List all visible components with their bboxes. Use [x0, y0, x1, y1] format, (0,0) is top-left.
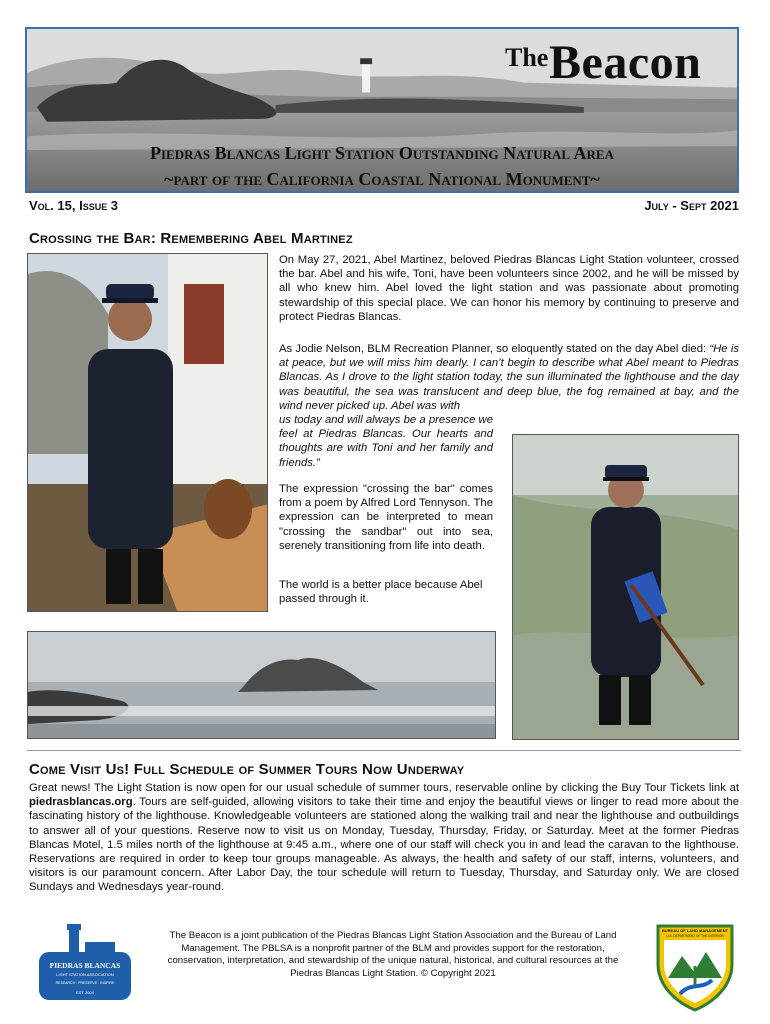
pbla-logo — [27, 922, 143, 1010]
tours-text-start: Great news! The Light Station is now open for our usual schedule of summer tours, reservable online by clicking the Buy Tour Tickets link at — [29, 782, 739, 794]
blm-logo — [650, 920, 740, 1012]
masthead-title: Beacon — [549, 36, 702, 89]
article-headline-tours: Come Visit Us! Full Schedule of Summer Tours Now Underway — [29, 761, 465, 778]
pbla-logo-subname: LIGHT STATION ASSOCIATION — [56, 972, 114, 977]
pbla-logo-motto: RESEARCH · PRESERVE · INSPIRE — [55, 981, 115, 985]
section-divider — [27, 750, 741, 751]
issue-date: July - Sept 2021 — [644, 198, 739, 213]
quote-text: “He is at peace, but we will miss him dearly. I can’t begin to describe what Abel meant to Piedras Blancas. As I drove to the light station today, the sun illuminated the lighthouse and the day was beautiful, the sea was translucent and deep blue, the fog remained at bay, and the wind never picked up. Abel was with — [279, 343, 739, 412]
abel-tour-graphic — [513, 435, 739, 740]
pbla-logo-est: EST 2004 — [76, 990, 94, 995]
blm-logo-name: BUREAU OF LAND MANAGEMENT — [661, 928, 729, 933]
pbla-logo-name: PIEDRAS BLANCAS — [49, 961, 121, 970]
article-paragraph: The world is a better place because Abel passed through it. — [279, 579, 483, 606]
abel-portrait-graphic — [28, 254, 268, 612]
abel-martinez-tour-photo — [512, 434, 739, 740]
article-paragraph: The expression "crossing the bar" comes from a poem by Alfred Lord Tennyson. The expression can be interpreted to mean "crossing the sandbar" out into sea, serenely transitioning from life into death. — [279, 483, 493, 552]
article-paragraph-quote — [279, 342, 739, 413]
footer-credit: The Beacon is a joint publication of the Piedras Blancas Light Station Association and the Bureau of Land Management. The PBLSA is a nonprofit partner of the BLM and provides support for the restoration, conservation, interpretation, and stewardship of the unique natural, historical, and cultural resources at the Piedras Blancas Light Station. © Copyright 2021 — [167, 930, 619, 979]
masthead-title-the: The — [505, 43, 549, 72]
issue-volume: Vol. 15, Issue 3 — [29, 198, 119, 213]
tours-paragraph — [29, 781, 739, 895]
website-link[interactable]: piedrasblancas.org — [29, 796, 133, 809]
masthead-subtitle-2: ~part of the California Coastal National Monument~ — [164, 169, 600, 189]
quote-continuation: us today and will always be a presence we feel at Piedras Blancas. Our hearts and thoughts are with Toni and her family and friends.” — [279, 414, 493, 469]
blm-logo-graphic — [650, 920, 740, 1012]
article-paragraph: On May 27, 2021, Abel Martinez, beloved Piedras Blancas Light Station volunteer, crossed the bar. Abel and his wife, Toni, have been volunteers since 2002, and he will be missed by all who knew him. Abel loved the light station and was passionate about promoting stewardship of this special place. We can honor his memory by continuing to preserve and protect Piedras Blancas. — [279, 254, 739, 323]
sea-rock-photo — [27, 631, 496, 739]
blm-logo-dept: U.S. DEPARTMENT OF THE INTERIOR — [666, 934, 724, 938]
quote-intro: As Jodie Nelson, BLM Recreation Planner, so eloquently stated on the day Abel died: — [279, 343, 710, 355]
abel-martinez-photo — [27, 253, 268, 612]
tours-text-end: . Tours are self-guided, allowing visitors to take their time and enjoy the beautiful views or linger to read more about the fascinating history of the lighthouse. Knowledgeable volunteers are stationed along the walking trail and near the lighthouse and outbuildings to answer all of your questions. Reserve now to visit us on Monday, Tuesday, Thursday, Friday, or Saturday. Meet at the former Piedras Blancas Motel, 1.5 miles north of the lighthouse at 9:45 a.m., where one of our staff will check you in and lead the caravan to the lighthouse. Reservations are required in order to keep tour groups manageable. As always, the health and safety of our staff, interns, volunteers, and visitors is our paramount concern. After Labor Day, the tour schedule will return to Tuesday, Thursday, and Saturday only. We are closed Sundays and Wednesdays year-round. — [29, 796, 739, 894]
masthead-subtitle: Piedras Blancas Light Station Outstanding Natural Area — [149, 143, 614, 163]
sea-rock-graphic — [28, 632, 496, 739]
pbla-logo-graphic — [27, 922, 143, 1010]
masthead-banner — [25, 27, 739, 193]
article-headline: Crossing the Bar: Remembering Abel Martinez — [29, 230, 353, 247]
